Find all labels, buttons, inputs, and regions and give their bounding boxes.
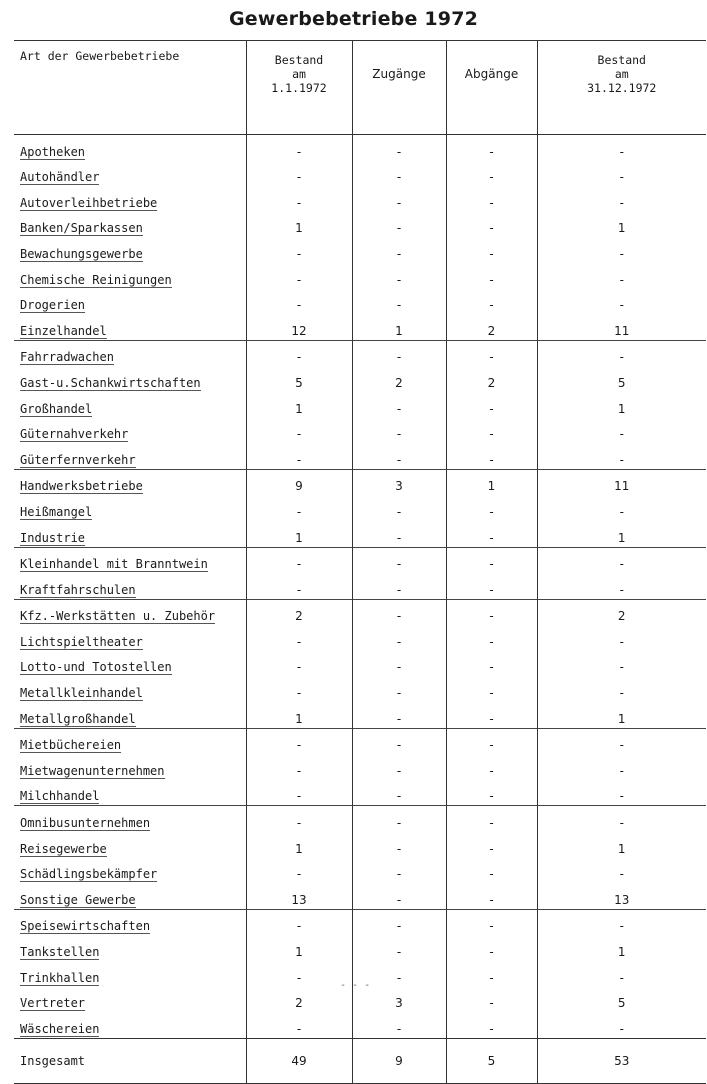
business-type-name [14, 702, 246, 728]
business-type-name [14, 340, 246, 366]
zugaenge-value: 3 [352, 987, 446, 1013]
zugaenge-value: - [352, 212, 446, 238]
zugaenge-value: 2 [352, 366, 446, 392]
bestand-start-value: 5 [246, 366, 352, 392]
bestand-start-value: - [246, 780, 352, 806]
table-row [14, 909, 706, 935]
zugaenge-value: - [352, 237, 446, 263]
bestand-end-value: - [537, 135, 706, 161]
table-row [14, 832, 706, 858]
header-art [14, 41, 246, 135]
bestand-end-value: - [537, 161, 706, 187]
zugaenge-value: - [352, 883, 446, 909]
business-type-name-text: Metallgroßhandel [20, 711, 136, 726]
bestand-start-value: - [246, 263, 352, 289]
zugaenge-value: - [352, 135, 446, 161]
business-type-name [14, 289, 246, 315]
table-row [14, 651, 706, 677]
bestand-start-value: - [246, 547, 352, 573]
bestand-start-value: - [246, 186, 352, 212]
table-row [14, 728, 706, 754]
bestand-end-value: 1 [537, 702, 706, 728]
abgaenge-value: - [446, 521, 537, 547]
business-type-name-text: Fahrradwachen [20, 350, 114, 365]
zugaenge-value: - [352, 340, 446, 366]
business-type-name-text: Banken/Sparkassen [20, 221, 143, 236]
abgaenge-value: - [446, 443, 537, 469]
header-zugaenge [352, 41, 446, 135]
business-type-name [14, 469, 246, 495]
business-type-name [14, 547, 246, 573]
table-row [14, 340, 706, 366]
business-type-name [14, 314, 246, 340]
business-type-name-text: Speisewirtschaften [20, 919, 151, 934]
bestand-end-value: - [537, 676, 706, 702]
header-bestand-end [537, 41, 706, 135]
bestand-start-value: 1 [246, 935, 352, 961]
header-zugaenge-label: Zugänge [372, 67, 426, 81]
bestand-start-value: - [246, 728, 352, 754]
bestand-start-value: 49 [246, 1038, 352, 1083]
table-row [14, 289, 706, 315]
abgaenge-value: - [446, 806, 537, 832]
business-type-name-text: Sonstige Gewerbe [20, 892, 136, 907]
business-type-name [14, 832, 246, 858]
header-bestand-start-line1: Bestand [274, 53, 324, 67]
header-bestand-start-line3: 1.1.1972 [271, 81, 327, 95]
bestand-start-value: 1 [246, 392, 352, 418]
table-row [14, 754, 706, 780]
business-type-name [14, 909, 246, 935]
abgaenge-value: - [446, 728, 537, 754]
abgaenge-value: - [446, 935, 537, 961]
table-row [14, 392, 706, 418]
table-row [14, 263, 706, 289]
business-type-name [14, 573, 246, 599]
business-type-name [14, 676, 246, 702]
bestand-start-value: - [246, 161, 352, 187]
bestand-end-value: - [537, 651, 706, 677]
abgaenge-value: - [446, 289, 537, 315]
bestand-start-value: 1 [246, 702, 352, 728]
abgaenge-value: 5 [446, 1038, 537, 1083]
zugaenge-value: - [352, 806, 446, 832]
zugaenge-value: - [352, 186, 446, 212]
business-type-name-text: Insgesamt [20, 1053, 86, 1068]
zugaenge-value: - [352, 289, 446, 315]
business-type-name [14, 780, 246, 806]
business-type-name-text: Autoverleihbetriebe [20, 195, 158, 210]
abgaenge-value: - [446, 987, 537, 1013]
bestand-end-value: 5 [537, 987, 706, 1013]
table-body [14, 135, 706, 1084]
table-row [14, 883, 706, 909]
table-row [14, 935, 706, 961]
business-type-name-text: Bewachungsgewerbe [20, 246, 143, 261]
bestand-start-value: 1 [246, 521, 352, 547]
zugaenge-value: - [352, 651, 446, 677]
abgaenge-value: - [446, 135, 537, 161]
zugaenge-value: - [352, 961, 446, 987]
table-row [14, 495, 706, 521]
table-row [14, 469, 706, 495]
bestand-end-value: - [537, 780, 706, 806]
table-row [14, 443, 706, 469]
abgaenge-value: - [446, 1012, 537, 1038]
bestand-start-value: 9 [246, 469, 352, 495]
bestand-start-value: 13 [246, 883, 352, 909]
business-type-name [14, 418, 246, 444]
abgaenge-value: - [446, 754, 537, 780]
zugaenge-value: - [352, 909, 446, 935]
business-type-name-text: Güternahverkehr [20, 427, 129, 442]
table-row [14, 625, 706, 651]
zugaenge-value: - [352, 547, 446, 573]
bestand-end-value: 1 [537, 935, 706, 961]
business-type-name-text: Einzelhandel [20, 323, 107, 338]
bestand-start-value: 1 [246, 212, 352, 238]
business-type-name-text: Kfz.-Werkstätten u. Zubehör [20, 609, 216, 624]
business-type-name [14, 521, 246, 547]
bestand-end-value: 2 [537, 599, 706, 625]
bestand-start-value: - [246, 651, 352, 677]
business-type-name-text: Handwerksbetriebe [20, 479, 143, 494]
business-table [14, 40, 706, 1084]
page-title: Gewerbebetriebe 1972 [228, 8, 479, 30]
abgaenge-value: - [446, 340, 537, 366]
table-row [14, 314, 706, 340]
zugaenge-value: - [352, 780, 446, 806]
bestand-end-value: - [537, 909, 706, 935]
business-type-name [14, 263, 246, 289]
abgaenge-value: - [446, 161, 537, 187]
bestand-end-value: - [537, 806, 706, 832]
bestand-end-value: 11 [537, 469, 706, 495]
header-abgaenge [446, 41, 537, 135]
abgaenge-value: - [446, 495, 537, 521]
bestand-start-value: - [246, 806, 352, 832]
bestand-end-value: - [537, 340, 706, 366]
business-type-name [14, 161, 246, 187]
zugaenge-value: - [352, 625, 446, 651]
zugaenge-value: - [352, 521, 446, 547]
bestand-end-value: - [537, 495, 706, 521]
table-row [14, 806, 706, 832]
zugaenge-value: - [352, 702, 446, 728]
bestand-start-value: - [246, 961, 352, 987]
abgaenge-value: - [446, 961, 537, 987]
table-row [14, 521, 706, 547]
header-art-label: Art der Gewerbebetriebe [20, 49, 180, 63]
business-type-name-text: Güterfernverkehr [20, 452, 136, 467]
table-header [14, 41, 706, 135]
bestand-end-value: - [537, 1012, 706, 1038]
header-bestand-start-line2: am [292, 67, 306, 81]
business-type-name-text: Schädlingsbekämpfer [20, 867, 158, 882]
bestand-start-value: - [246, 909, 352, 935]
abgaenge-value: - [446, 676, 537, 702]
abgaenge-value: 1 [446, 469, 537, 495]
table-row [14, 186, 706, 212]
table-row [14, 573, 706, 599]
abgaenge-value: - [446, 780, 537, 806]
bestand-start-value: - [246, 443, 352, 469]
abgaenge-value: - [446, 263, 537, 289]
bestand-end-value: - [537, 263, 706, 289]
bestand-end-value: - [537, 573, 706, 599]
abgaenge-value: - [446, 883, 537, 909]
business-type-name [14, 599, 246, 625]
business-table-container [14, 40, 706, 1084]
table-row [14, 1012, 706, 1038]
bestand-start-value: - [246, 289, 352, 315]
bestand-end-value: - [537, 625, 706, 651]
header-abgaenge-label: Abgänge [464, 67, 519, 81]
zugaenge-value: - [352, 418, 446, 444]
business-type-name [14, 212, 246, 238]
business-type-name [14, 1038, 246, 1083]
abgaenge-value: - [446, 599, 537, 625]
abgaenge-value: - [446, 651, 537, 677]
zugaenge-value: - [352, 676, 446, 702]
business-type-name-text: Chemische Reinigungen [20, 272, 172, 287]
business-type-name [14, 443, 246, 469]
bestand-end-value: - [537, 443, 706, 469]
abgaenge-value: - [446, 237, 537, 263]
business-type-name [14, 135, 246, 161]
business-type-name-text: Lotto-und Totostellen [20, 660, 172, 675]
bestand-end-value: - [537, 418, 706, 444]
bestand-start-value: - [246, 1012, 352, 1038]
table-row [14, 212, 706, 238]
abgaenge-value: 2 [446, 366, 537, 392]
business-type-name [14, 1012, 246, 1038]
business-type-name-text: Industrie [20, 530, 86, 545]
business-type-name [14, 728, 246, 754]
business-type-name [14, 392, 246, 418]
bestand-start-value: 2 [246, 987, 352, 1013]
bestand-start-value: - [246, 573, 352, 599]
header-bestand-end-line3: 31.12.1972 [587, 81, 657, 95]
business-type-name-text: Autohändler [20, 170, 100, 185]
abgaenge-value: 2 [446, 314, 537, 340]
bestand-start-value: - [246, 340, 352, 366]
business-type-name-text: Omnibusunternehmen [20, 816, 151, 831]
business-type-name-text: Kleinhandel mit Branntwein [20, 557, 208, 572]
table-row [14, 858, 706, 884]
abgaenge-value: - [446, 832, 537, 858]
bestand-end-value: - [537, 728, 706, 754]
abgaenge-value: - [446, 702, 537, 728]
bestand-end-value: 1 [537, 392, 706, 418]
business-type-name-text: Drogerien [20, 298, 86, 313]
zugaenge-value: 3 [352, 469, 446, 495]
table-row [14, 135, 706, 161]
business-type-name-text: Gast-u.Schankwirtschaften [20, 375, 201, 390]
business-type-name-text: Heißmangel [20, 504, 93, 519]
zugaenge-value: - [352, 263, 446, 289]
table-row [14, 780, 706, 806]
business-type-name-text: Tankstellen [20, 945, 100, 959]
bestand-start-value: - [246, 858, 352, 884]
business-type-name [14, 987, 246, 1013]
zugaenge-value: - [352, 443, 446, 469]
bestand-end-value: - [537, 186, 706, 212]
business-type-name-text: Lichtspieltheater [20, 634, 143, 649]
bestand-start-value: - [246, 418, 352, 444]
bestand-end-value: - [537, 237, 706, 263]
zugaenge-value: - [352, 1012, 446, 1038]
bestand-start-value: - [246, 676, 352, 702]
abgaenge-value: - [446, 392, 537, 418]
business-type-name-text: Mietbüchereien [20, 738, 122, 753]
bestand-end-value: 1 [537, 521, 706, 547]
business-type-name [14, 858, 246, 884]
zugaenge-value: - [352, 599, 446, 625]
abgaenge-value: - [446, 186, 537, 212]
zugaenge-value: - [352, 832, 446, 858]
table-row [14, 599, 706, 625]
business-type-name [14, 237, 246, 263]
business-type-name-text: Metallkleinhandel [20, 686, 143, 701]
abgaenge-value: - [446, 909, 537, 935]
bestand-start-value: - [246, 135, 352, 161]
business-type-name-text: Vertreter [20, 996, 86, 1011]
abgaenge-value: - [446, 212, 537, 238]
abgaenge-value: - [446, 573, 537, 599]
business-type-name [14, 883, 246, 909]
bestand-start-value: 1 [246, 832, 352, 858]
table-row [14, 237, 706, 263]
bestand-end-value: - [537, 547, 706, 573]
bestand-end-value: - [537, 754, 706, 780]
business-type-name [14, 186, 246, 212]
bestand-end-value: - [537, 858, 706, 884]
business-type-name [14, 754, 246, 780]
bestand-start-value: 12 [246, 314, 352, 340]
zugaenge-value: 1 [352, 314, 446, 340]
zugaenge-value: 9 [352, 1038, 446, 1083]
bestand-end-value: 1 [537, 832, 706, 858]
abgaenge-value: - [446, 625, 537, 651]
bestand-end-value: 53 [537, 1038, 706, 1083]
bestand-start-value: - [246, 754, 352, 780]
bestand-end-value: - [537, 961, 706, 987]
header-bestand-end-line1: Bestand [597, 53, 646, 67]
business-type-name-text: Kraftfahrschulen [20, 582, 136, 597]
table-row [14, 676, 706, 702]
business-type-name-text: Reisegewerbe [20, 841, 107, 856]
business-type-name [14, 625, 246, 651]
bestand-end-value: 5 [537, 366, 706, 392]
abgaenge-value: - [446, 418, 537, 444]
zugaenge-value: - [352, 495, 446, 521]
zugaenge-value: - [352, 728, 446, 754]
bestand-end-value: 11 [537, 314, 706, 340]
bestand-start-value: - [246, 495, 352, 521]
business-type-name [14, 495, 246, 521]
table-row [14, 547, 706, 573]
business-type-name-text: Wäschereien [20, 1021, 100, 1036]
business-type-name-text: Großhandel [20, 401, 93, 416]
zugaenge-value: - [352, 935, 446, 961]
zugaenge-value: - [352, 754, 446, 780]
business-type-name [14, 961, 246, 987]
business-type-name-text: Milchhandel [20, 789, 100, 804]
table-row [14, 702, 706, 728]
zugaenge-value: - [352, 573, 446, 599]
table-row [14, 366, 706, 392]
bestand-start-value: 2 [246, 599, 352, 625]
business-type-name-text: Trinkhallen [20, 970, 100, 985]
abgaenge-value: - [446, 547, 537, 573]
business-type-name-text: Mietwagenunternehmen [20, 763, 165, 778]
business-type-name [14, 806, 246, 832]
bestand-start-value: - [246, 237, 352, 263]
zugaenge-value: - [352, 858, 446, 884]
bestand-start-value: - [246, 625, 352, 651]
bestand-end-value: 1 [537, 212, 706, 238]
header-bestand-end-line2: am [614, 67, 629, 81]
business-type-name [14, 935, 246, 961]
total-row [14, 1038, 706, 1083]
table-row [14, 161, 706, 187]
bestand-end-value: 13 [537, 883, 706, 909]
table-row [14, 418, 706, 444]
abgaenge-value: - [446, 858, 537, 884]
footer-mark: - - - [340, 980, 371, 991]
header-bestand-start [246, 41, 352, 135]
business-type-name [14, 366, 246, 392]
zugaenge-value: - [352, 392, 446, 418]
zugaenge-value: - [352, 161, 446, 187]
bestand-end-value: - [537, 289, 706, 315]
business-type-name [14, 651, 246, 677]
business-type-name-text: Apotheken [20, 144, 86, 159]
